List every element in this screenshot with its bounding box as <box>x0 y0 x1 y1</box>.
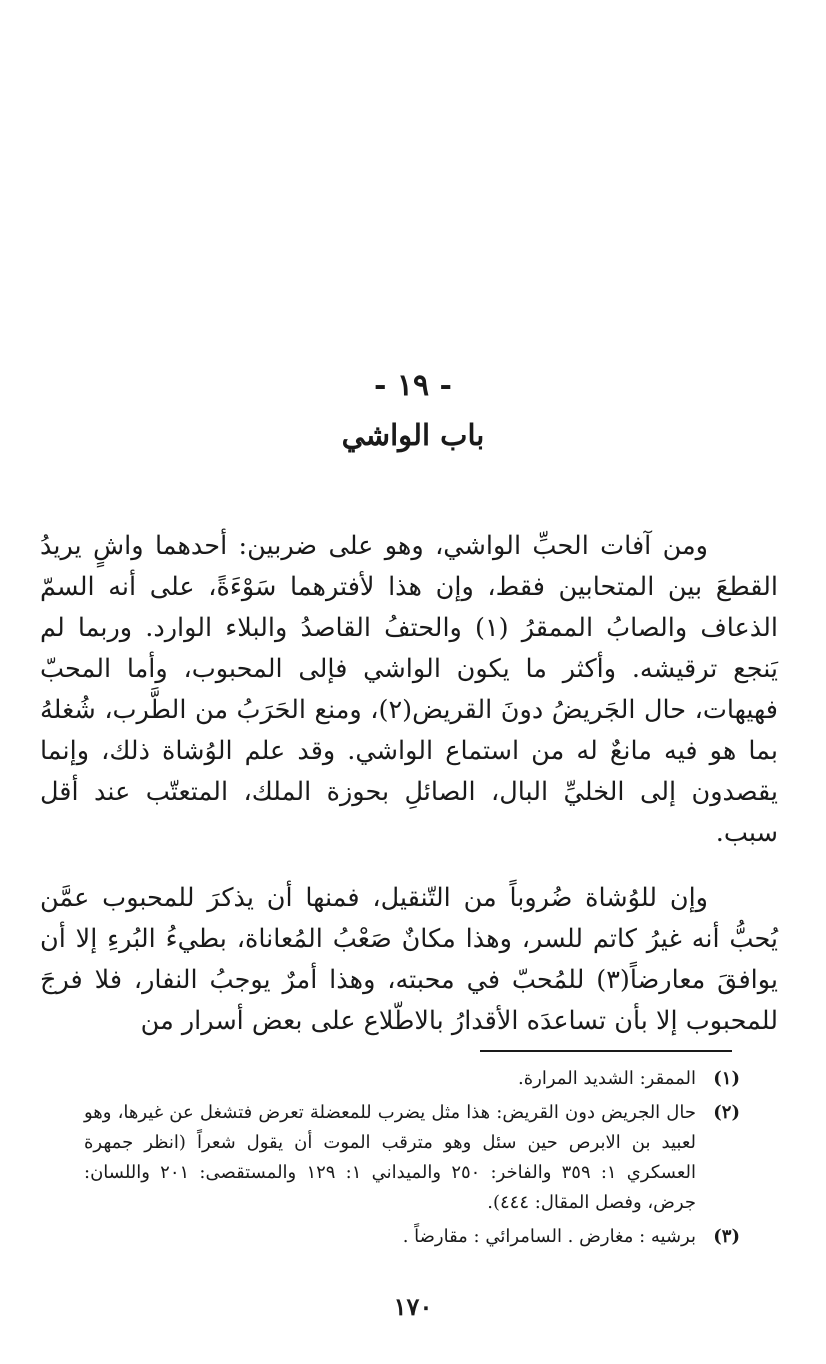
footnote-text: برشيه : مغارض . السامرائي : مقارضاً . <box>402 1226 696 1247</box>
footnote-3 <box>84 1222 740 1252</box>
footnote-divider <box>480 1050 732 1052</box>
footnotes <box>84 1064 740 1256</box>
footnote-number: (٢) <box>713 1102 740 1123</box>
footnote-text: حال الجريض دون القريض: هذا مثل يضرب للمعضلة تعرض فتشغل عن غيرها، وهو لعبيد بن الابرص حين سئل وهو مترقب الموت أن يقول شعراً (انظر جمهرة العسكري ١: ٣٥٩ والفاخر: ٢٥٠ والميداني ١: ١٢٩ والمستقصى: ٢٠١ واللسان: جرض، وفصل المقال: ٤٤٤). <box>84 1102 696 1213</box>
chapter-title: باب الواشي <box>341 418 485 452</box>
footnote-number: (١) <box>713 1068 740 1089</box>
footnote-2 <box>84 1098 740 1218</box>
chapter-number: - ١٩ - <box>373 368 453 403</box>
footnote-text: الممقر: الشديد المرارة. <box>518 1068 696 1089</box>
page-number: ١٧٠ <box>393 1292 433 1321</box>
footnote-number: (٣) <box>713 1226 740 1247</box>
body-paragraph-1: ومن آفات الحبِّ الواشي، وهو على ضربين: أحدهما واشٍ يريدُ القطعَ بين المتحابين فقط، وإن هذا لأفترهما سَوْءَةً، على أنه السمّ الذعاف والصابُ الممقرُ (١) والحتفُ القاصدُ والبلاء الوارد. وربما لم يَنجع ترقيشه. وأكثر ما يكون الواشي فإلى المحبوب، وأما المحبّ فهيهات، حال الجَريضُ دونَ القريض(٢)، ومنع الحَرَبُ من الطَّرب، شُغلهُ بما هو فيه مانعٌ له من استماع الواشي. وقد علم الوُشاة ذلك، وإنما يقصدون إلى الخليِّ البال، الصائلِ بحوزة الملك، المتعتّب عند أقل سبب. <box>40 530 778 848</box>
body-paragraph-2: وإن للوُشاة ضُروباً من التّنقيل، فمنها أن يذكرَ للمحبوب عمَّن يُحبُّ أنه غيرُ كاتم للسر، وهذا مكانٌ صَعْبُ المُعاناة، بطيءُ البُرءِ إلا أن يوافقَ معارضاً(٣) للمُحبّ في محبته، وهذا أمرٌ يوجبُ النفار، فلا فرجَ للمحبوب إلا بأن تساعدَه الأقدارُ بالاطّلاع على بعض أسرار من <box>40 882 778 1036</box>
footnote-1 <box>84 1064 740 1094</box>
